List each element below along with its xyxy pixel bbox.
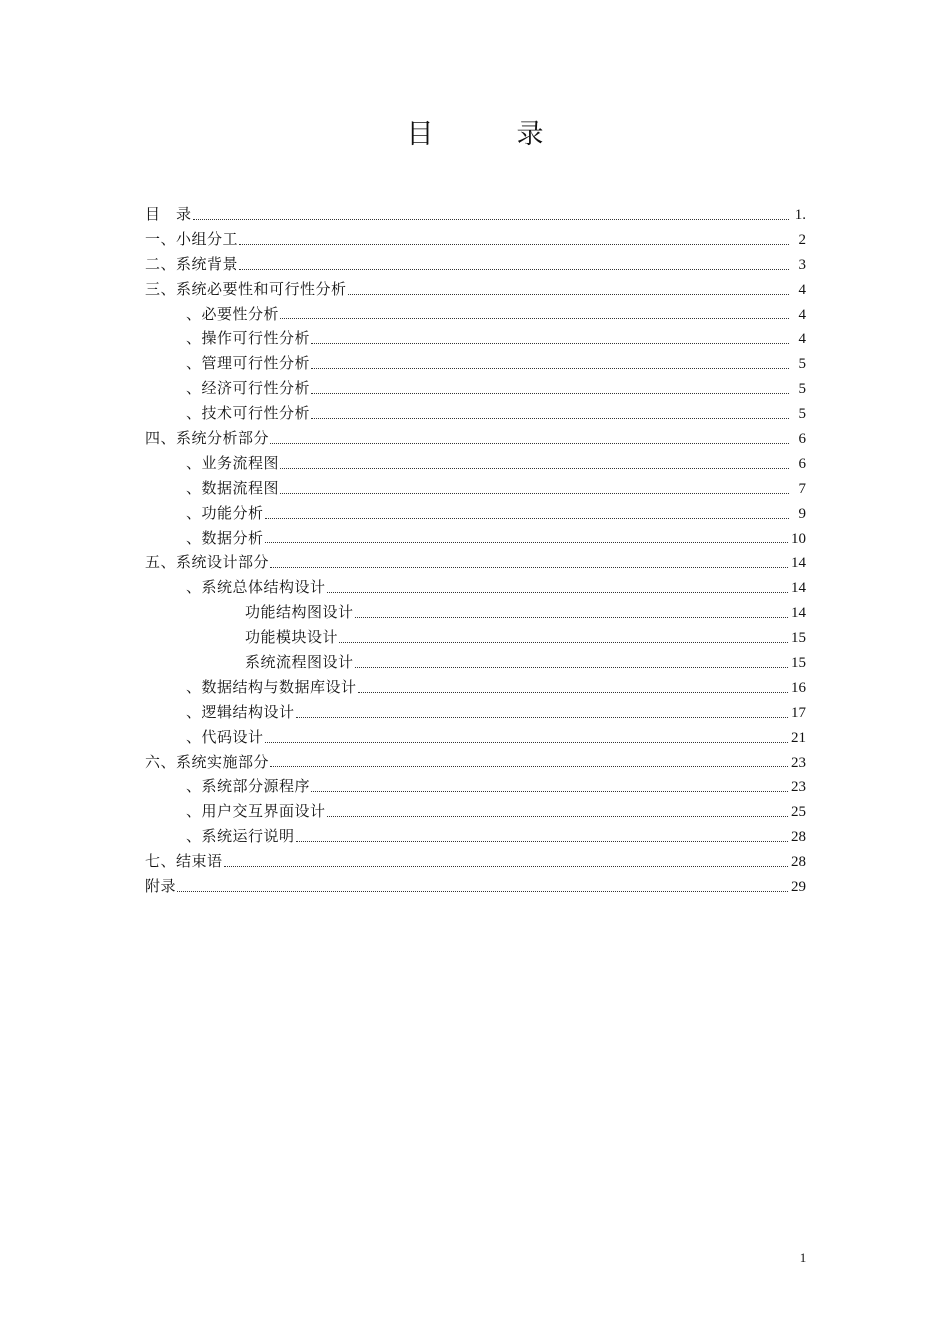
toc-entry[interactable] [145, 799, 806, 824]
toc-entry-page: 6 [798, 455, 806, 472]
toc-dot-leader [348, 293, 789, 295]
toc-dot-leader [239, 268, 789, 270]
toc-entry[interactable] [145, 252, 806, 277]
toc-entry[interactable] [145, 401, 806, 426]
toc-entry-page: 25 [791, 804, 806, 821]
toc-dot-leader [270, 765, 788, 767]
toc-entry-label: 二、系统背景 [145, 254, 239, 273]
toc-entry-page: 28 [791, 854, 806, 871]
toc-entry-page: 14 [791, 580, 806, 597]
toc-entry-page: 10 [791, 530, 806, 547]
toc-entry[interactable] [145, 277, 806, 302]
toc-dot-leader [280, 317, 789, 319]
toc-entry[interactable] [145, 824, 806, 849]
toc-entry[interactable] [145, 526, 806, 551]
toc-dot-leader [355, 616, 788, 618]
toc-entry[interactable] [145, 302, 806, 327]
toc-entry[interactable] [145, 426, 806, 451]
toc-entry[interactable] [145, 625, 806, 650]
toc-dot-leader [265, 741, 788, 743]
toc-entry-page: 4 [798, 281, 806, 298]
toc-dot-leader [270, 442, 789, 444]
toc-entry-page: 14 [791, 555, 806, 572]
toc-entry-label: 目 录 [145, 205, 192, 223]
toc-entry-page: 14 [791, 605, 806, 622]
toc-entry[interactable] [145, 874, 806, 899]
footer-page-number: 1 [799, 1250, 807, 1265]
toc-entry-label: 、用户交互界面设计 [186, 802, 326, 821]
toc-entry-label: 、功能分析 [186, 503, 264, 522]
toc-entry-label: 七、结束语 [145, 852, 223, 871]
toc-dot-leader [296, 716, 788, 718]
toc-dot-leader [265, 517, 789, 519]
toc-entry-label: 、管理可行性分析 [186, 354, 311, 373]
toc-entry[interactable] [145, 326, 806, 351]
table-of-contents [145, 202, 806, 899]
toc-entry-label: 、技术可行性分析 [186, 404, 311, 423]
toc-entry-page: 17 [791, 704, 806, 721]
toc-entry-label: 系统流程图设计 [245, 653, 354, 672]
toc-entry-label: 功能模块设计 [245, 628, 339, 647]
toc-entry-page: 21 [791, 729, 806, 746]
toc-dot-leader [177, 890, 788, 892]
toc-dot-leader [311, 417, 789, 419]
toc-entry-page: 2 [798, 231, 806, 248]
toc-entry[interactable] [145, 575, 806, 600]
toc-dot-leader [265, 541, 788, 543]
toc-entry-label: 、代码设计 [186, 727, 264, 746]
toc-entry[interactable] [145, 476, 806, 501]
toc-dot-leader [311, 342, 789, 344]
toc-entry[interactable] [145, 501, 806, 526]
toc-entry-label: 、数据结构与数据库设计 [186, 677, 357, 696]
toc-entry[interactable] [145, 600, 806, 625]
toc-entry[interactable] [145, 351, 806, 376]
toc-entry-page: 29 [791, 879, 806, 896]
toc-entry-label: 五、系统设计部分 [145, 553, 270, 572]
toc-entry-page: 4 [798, 306, 806, 323]
toc-entry-page: 3 [798, 256, 806, 273]
toc-entry-page: 1. [794, 207, 806, 223]
toc-entry-page: 6 [798, 431, 806, 448]
toc-entry-label: 、经济可行性分析 [186, 379, 311, 398]
toc-entry-page: 23 [791, 754, 806, 771]
toc-entry[interactable] [145, 675, 806, 700]
toc-dot-leader [339, 641, 788, 643]
toc-entry-label: 、必要性分析 [186, 304, 280, 323]
toc-dot-leader [193, 218, 789, 220]
toc-dot-leader [311, 367, 789, 369]
toc-entry[interactable] [145, 650, 806, 675]
toc-dot-leader [311, 790, 788, 792]
toc-entry[interactable] [145, 725, 806, 750]
toc-entry-page: 5 [798, 406, 806, 423]
toc-entry-page: 23 [791, 779, 806, 796]
toc-dot-leader [327, 815, 788, 817]
toc-entry-label: 、操作可行性分析 [186, 329, 311, 348]
toc-entry-label: 、逻辑结构设计 [186, 702, 295, 721]
toc-entry-page: 7 [798, 480, 806, 497]
toc-dot-leader [355, 666, 788, 668]
toc-entry-page: 16 [791, 679, 806, 696]
toc-entry-label: 、业务流程图 [186, 453, 280, 472]
toc-entry[interactable] [145, 451, 806, 476]
toc-dot-leader [270, 566, 788, 568]
toc-entry-label: 四、系统分析部分 [145, 429, 270, 448]
toc-dot-leader [296, 840, 788, 842]
toc-entry[interactable] [145, 227, 806, 252]
toc-entry-page: 5 [798, 381, 806, 398]
toc-dot-leader [224, 865, 788, 867]
toc-entry-label: 、数据流程图 [186, 478, 280, 497]
toc-entry[interactable] [145, 750, 806, 775]
toc-dot-leader [311, 392, 789, 394]
toc-entry[interactable] [145, 700, 806, 725]
toc-entry-label: 、数据分析 [186, 528, 264, 547]
toc-entry[interactable] [145, 376, 806, 401]
toc-entry[interactable] [145, 550, 806, 575]
toc-entry[interactable] [145, 774, 806, 799]
toc-entry-label: 功能结构图设计 [245, 603, 354, 622]
toc-entry-page: 28 [791, 829, 806, 846]
toc-entry-page: 5 [798, 356, 806, 373]
toc-dot-leader [239, 243, 789, 245]
toc-entry-label: 、系统总体结构设计 [186, 578, 326, 597]
toc-entry-page: 15 [791, 630, 806, 647]
toc-dot-leader [327, 591, 788, 593]
toc-entry[interactable] [145, 202, 806, 227]
toc-entry-label: 、系统部分源程序 [186, 777, 311, 796]
page-title: 目 录 [406, 119, 572, 150]
toc-entry-label: 三、系统必要性和可行性分析 [145, 279, 347, 298]
toc-dot-leader [280, 492, 789, 494]
toc-entry[interactable] [145, 849, 806, 874]
toc-entry-label: 六、系统实施部分 [145, 752, 270, 771]
toc-dot-leader [280, 467, 789, 469]
toc-entry-page: 9 [798, 505, 806, 522]
toc-entry-label: 一、小组分工 [145, 229, 239, 248]
toc-entry-page: 15 [791, 655, 806, 672]
toc-entry-label: 附录 [145, 877, 177, 896]
toc-dot-leader [358, 691, 788, 693]
toc-entry-label: 、系统运行说明 [186, 827, 295, 846]
toc-entry-page: 4 [798, 331, 806, 348]
